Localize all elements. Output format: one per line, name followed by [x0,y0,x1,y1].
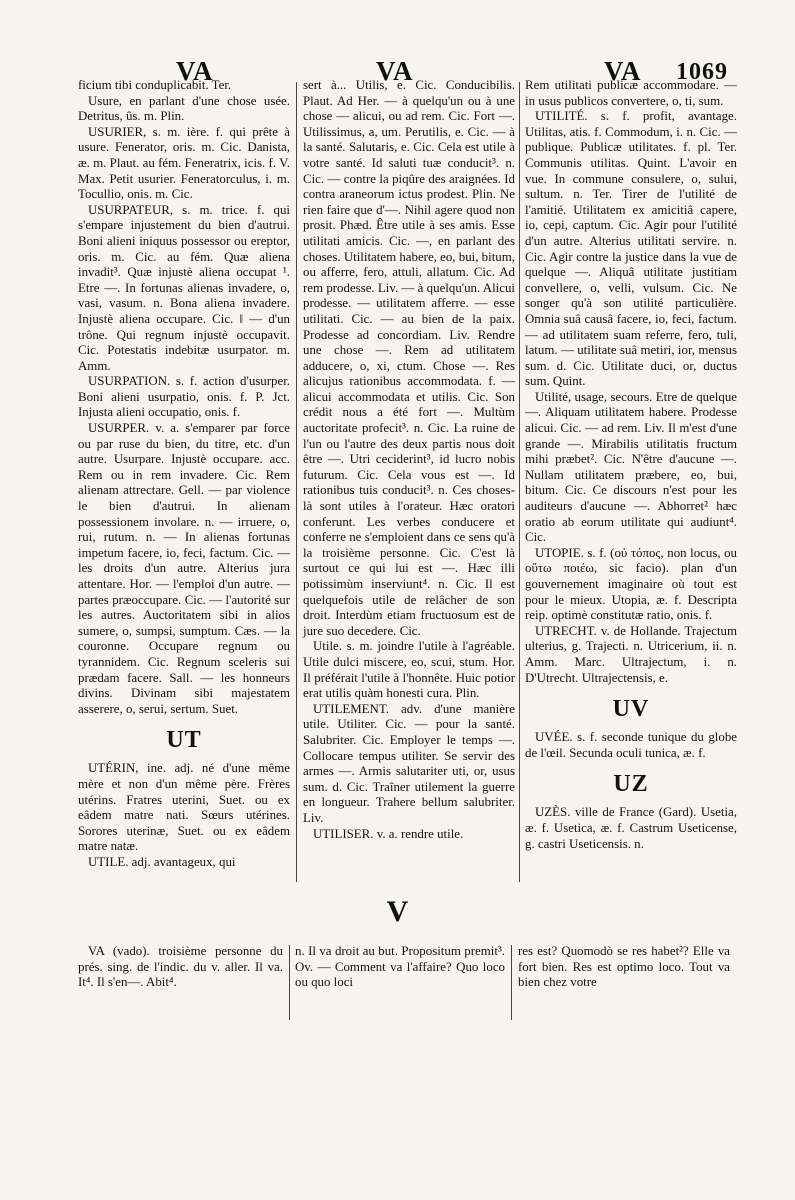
entry-usure: Usure, en parlant d'une chose usée. Detritus, ûs. m. Plin. [78,93,290,124]
column-divider [511,945,512,1020]
entry-utile-noun: Utile. s. m. joindre l'utile à l'agréable. Utile dulci miscere, eo, scui, stum. Hor. Il préférait l'utile à l'honnête. Huic potior erat utilis quàm honesti cura. Plin. [303,639,515,701]
entry-utiliser: UTILISER. v. a. rendre utile. [313,826,464,841]
column-middle [303,78,515,842]
bottom-column-right [518,944,730,991]
entry-text: sert à... Utilis, e. Cic. Conducibilis. Plaut. Ad Her. — à quelqu'un ou à une chose — alicui, ou ad rem. Cic. Fort —. Utilissimus, a, um. Perutilis, e. Cic. — à la santé. Salutaris, e. Cic. Cela est utile à votre santé. Id saluti tuæ conducit³. n. Cic. — contre la piqûre des araignées. Id contra araneorum ictus prodest. Plin. Ne rien faire que d'—. Nihil agere quod non prosit. Phæd. Être utile à ses amis. Esse utilitati amicis. Cic. —, en parlant des choses. Utilitatem habere, eo, bui, bitum, ou afferre, fero, attuli, allatum. Cic. Ad rem prodesse. Liv. — à quelqu'un. Alicui prodesse. — utilitatem afferre. — esse utilitati. Cic. — au bien de la paix. Prodesse ad concordiam. Liv. Rendre une chose —. Rem ad utilitatem adducere, o, xi, ctum. Chose —. Res alicujus rationibus accommodata. f. — alicui accommodata et utilis. Cic. Son crédit nous a été fort —. Multùm auctoritate profecit³. n. Cic. La ruine de l'un ou l'autre des deux partis nous doit être —. Utri ceciderint³, id lucro nobis futurum. Cic. Cela vous est —. Id rationibus tuis conducit³. n. Ces choses-là sont utiles à l'orateur. Hæc oratori conferunt. Les verbes conducere et conferre ne s'emploient dans ce sens qu'à la troisième personne. Cic. C'est là surtout ce qui lui est —. Hæc illi potissimùm inserviunt⁴. n. Cic. Il est quelquefois utile de relâcher de son droit. Interdùm etiam fructuosum est de jure suo decedere. Cic. [303,78,515,638]
section-heading-ut: UT [166,727,202,754]
running-head-right: VA [604,56,642,86]
running-head-left: VA [176,56,214,86]
entry-va: VA (vado). troisième personne du prés. sing. de l'indic. du v. aller. Il va. It⁴. Il s'en—. Abit⁴. [78,944,283,990]
column-left [78,78,290,871]
entry-usurpation: USURPATION. s. f. action d'usurper. Boni alieni usurpatio, onis. f. P. Jct. Injusta alieni occupatio, onis. f. [78,374,290,420]
section-heading-uz: UZ [613,771,649,798]
entry-usurpateur: USURPATEUR, s. m. trice. f. qui s'empare injustement du bien d'autrui. Boni alieni iniquus possessor ou ereptor, oris. m. Cic. au fém. Quæ aliena invadit³. Quæ injustè aliena occupat ¹. Etre —. In fortunas alienas invadere, o, vasi, vasum. n. Bona aliena invadere. Injustè aliena occupare. Cic. ‖ — d'un trône. Qui regnum injustè occupavit. Cic. Potestatis indebitæ usurpator. m. Amm. [78,202,290,373]
column-right [525,78,737,852]
entry-utrecht: UTRECHT. v. de Hollande. Trajectum ulterius, g. Trajecti. n. Utricerium, ii. n. Amm. Marc. Ultrajectum, i. n. D'Utrecht. Ultrajectensis, e. [525,623,737,685]
entry-usurper: USURPER. v. a. s'emparer par force ou par ruse du bien, du titre, etc. d'un autre. Usurpare. Injustè occupare. acc. Rem ou in rem invadere. Cic. Rem alienam attrectare. Gell. — par violence le bien d'autrui. In alienam possessionem involare. n. — irruere, o, rui, rutum. n. — In alienas fortunas impetum facere, io, feci, factum. Cic. — les droits d'un autre. Alterius jura attentare. Hor. — l'emploi d'un autre. — partes præoccupare. Cic. — l'autorité sur les autres. Auctoritatem sibi in alios sumere, o, sumpsi, sumptum. Cæs. — la couronne. Occupare regnum ou tyrannidem. Cic. Regnum sceleris sui prædam facere. Sall. — les honneurs divins. Divinam sibi majestatem asserere, o, serui, sertum. Suet. [78,421,290,716]
bottom-column-left [78,944,283,991]
column-divider [289,945,290,1020]
column-divider [296,82,297,882]
entry-uvee: UVÉE. s. f. seconde tunique du globe de l'œil. Secunda oculi tunica, æ. f. [525,730,737,760]
column-divider [519,82,520,882]
entry-uterin: UTÉRIN, ine. adj. né d'une même mère et non d'un même père. Frères utérins. Fratres uterini, Suet. ou ex eâdem matre nati. Sœurs utérines. Sorores uterinæ, Suet. ou ex eâdem matre natæ. [78,761,290,854]
running-head-center: VA [376,56,414,86]
entry-text: res est? Quomodò se res habet²? Elle va fort bien. Res est optimo loco. Tout va bien chez votre [518,944,730,990]
entry-usurier: USURIER, s. m. ière. f. qui prête à usure. Fenerator, oris. m. Cic. Danista, æ. m. Plaut. au fém. Feneratrix, icis. f. V. Max. Petit usurier. Feneratorculus, i. m. Tocullio, onis. m. Cic. [78,124,290,202]
section-heading-uv: UV [612,696,650,723]
entry-utopie: UTOPIE. s. f. (οὐ τόπος, non locus, ou οὕτω ποιέω, sic facio). plan d'un gouvernement imaginaire où tout est pour le mieux. Utopia, æ. f. Descripta reip. optimè constitutæ ratio, onis. f. [525,545,737,623]
page-number: 1069 [676,59,728,85]
entry-text: ficium tibi conduplicabit. Ter. [78,78,232,92]
entry-utile: UTILE. adj. avantageux, qui [88,854,236,869]
section-heading-v: V [386,895,409,928]
entry-text: n. Il va droit au but. Propositum premit³. Ov. — Comment va l'affaire? Quo loco ou quo loci [295,944,505,990]
entry-utilement: UTILEMENT. adv. d'une manière utile. Utiliter. Cic. — pour la santé. Salubriter. Cic. Employer le temps —. Collocare tempus utiliter. Se servir des armes —. Armis salutariter uti, or, usus sum. d. Cic. Traîner utilement la guerre en longueur. Trahere bellum salubriter. Liv. [303,701,515,825]
bottom-column-middle [295,944,505,991]
entry-utilite-usage: Utilité, usage, secours. Etre de quelque —. Aliquam utilitatem habere. Prodesse alicui. Cic. — ad rem. Liv. Il m'est d'une grande —. Mirabilis utilitatis fructum mihi præbet². Cic. N'être d'aucune —. Nullam utilitatem præbere, eo, bui, bitum. Cic. Ce discours n'est pour les auditeurs d'aucune —. Abhorret² hæc oratio ab eorum utilitate qui audiunt⁴. Cic. [525,389,737,545]
entry-text: Rem utilitati publicæ accommodare. — in usus publicos convertere, o, ti, sum. [525,78,737,108]
entry-uzes: UZÈS. ville de France (Gard). Usetia, æ. f. Usetica, æ. f. Castrum Useticense, g. castri Useticensis. n. [525,805,737,851]
entry-utilite: UTILITÉ. s. f. profit, avantage. Utilitas, atis. f. Commodum, i. n. Cic. — publique. Publicæ utilitates. f. pl. Ter. Communis utilitas. Quint. L'avoir en vue. In commune consulere, o, sului, sultum. n. Ter. Tirer de l'utilité de l'amitié. Utilitatem ex amicitiâ capere, io, cepi, captum. Cic. Agir pour l'utilité d'un autre. Alterius utilitati servire. n. Cic. Agir contre la justice dans la vue de quelque —. Aliquâ utilitate justitiam convellere, o, velli, vulsum. Cic. Ne songer qu'à son utilité particulière. Omnia suâ causâ facere, io, feci, factum. — ad utilitatem suam referre, fero, tuli, latum. — utilitate suâ metiri, ior, mensus sum. d. Cic. Utilitate duci, or, ductus sum. Quint. [525,109,737,389]
